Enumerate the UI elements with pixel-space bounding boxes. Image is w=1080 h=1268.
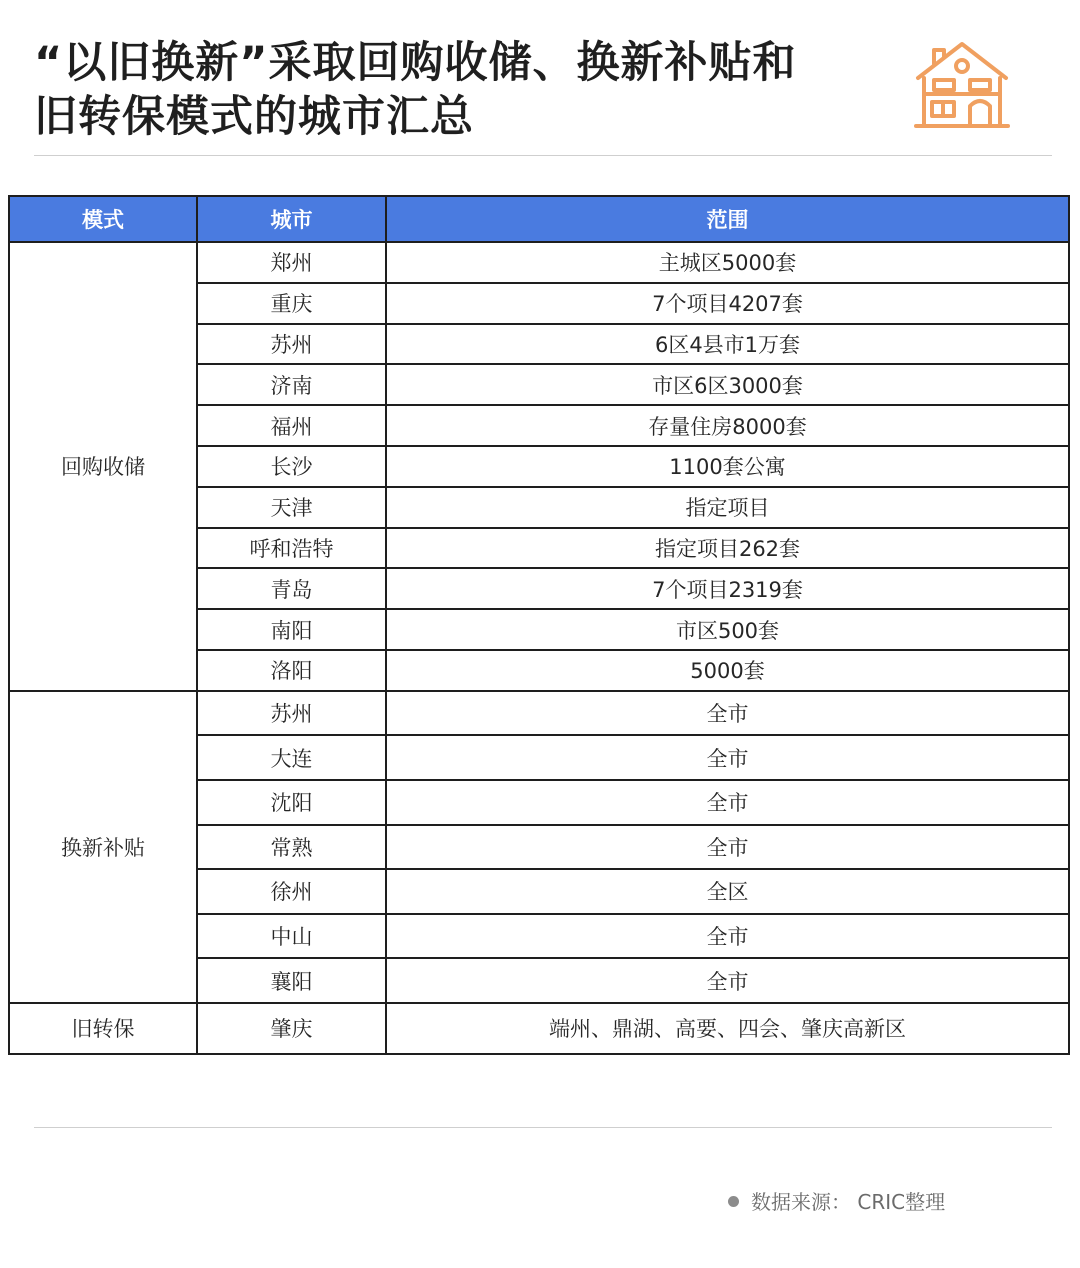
scope-cell: 全市 bbox=[386, 780, 1069, 825]
scope-cell: 6区4县市1万套 bbox=[386, 324, 1069, 365]
city-cell: 济南 bbox=[197, 364, 386, 405]
header-city: 城市 bbox=[197, 196, 386, 242]
city-cell: 南阳 bbox=[197, 609, 386, 650]
scope-cell: 全市 bbox=[386, 825, 1069, 870]
scope-cell: 7个项目4207套 bbox=[386, 283, 1069, 324]
city-cell: 中山 bbox=[197, 914, 386, 959]
scope-cell: 5000套 bbox=[386, 650, 1069, 691]
table-row bbox=[9, 1003, 1069, 1054]
city-cell: 苏州 bbox=[197, 324, 386, 365]
city-cell: 天津 bbox=[197, 487, 386, 528]
scope-cell: 端州、鼎湖、高要、四会、肇庆高新区 bbox=[386, 1003, 1069, 1054]
scope-cell: 市区6区3000套 bbox=[386, 364, 1069, 405]
table-row bbox=[9, 242, 1069, 283]
house-icon bbox=[912, 36, 1012, 132]
city-cell: 长沙 bbox=[197, 446, 386, 487]
city-cell: 青岛 bbox=[197, 568, 386, 609]
city-cell: 徐州 bbox=[197, 869, 386, 914]
scope-cell: 指定项目 bbox=[386, 487, 1069, 528]
header-scope: 范围 bbox=[386, 196, 1069, 242]
mode-cell: 旧转保 bbox=[9, 1003, 197, 1054]
title-line-1: “以旧换新”采取回购收储、换新补贴和 bbox=[34, 38, 797, 88]
scope-cell: 市区500套 bbox=[386, 609, 1069, 650]
title-line-2: 旧转保模式的城市汇总 bbox=[34, 92, 474, 142]
data-source-text: 数据来源： CRIC整理 bbox=[751, 1190, 946, 1214]
city-cell: 呼和浩特 bbox=[197, 528, 386, 569]
city-cell: 沈阳 bbox=[197, 780, 386, 825]
city-cell: 洛阳 bbox=[197, 650, 386, 691]
top-divider bbox=[34, 155, 1052, 156]
data-source-note bbox=[728, 1186, 945, 1215]
scope-cell: 1100套公寓 bbox=[386, 446, 1069, 487]
city-cell: 肇庆 bbox=[197, 1003, 386, 1054]
city-cell: 常熟 bbox=[197, 825, 386, 870]
city-cell: 福州 bbox=[197, 405, 386, 446]
city-summary-table bbox=[8, 195, 1070, 1055]
city-cell: 苏州 bbox=[197, 691, 386, 736]
table-row bbox=[9, 691, 1069, 736]
page-title bbox=[34, 36, 854, 144]
bottom-divider bbox=[34, 1127, 1052, 1128]
scope-cell: 全市 bbox=[386, 691, 1069, 736]
bullet-dot-icon bbox=[728, 1196, 739, 1207]
scope-cell: 全区 bbox=[386, 869, 1069, 914]
scope-cell: 全市 bbox=[386, 735, 1069, 780]
city-cell: 郑州 bbox=[197, 242, 386, 283]
scope-cell: 全市 bbox=[386, 914, 1069, 959]
city-cell: 襄阳 bbox=[197, 958, 386, 1003]
scope-cell: 主城区5000套 bbox=[386, 242, 1069, 283]
scope-cell: 存量住房8000套 bbox=[386, 405, 1069, 446]
city-cell: 大连 bbox=[197, 735, 386, 780]
mode-cell: 回购收储 bbox=[9, 242, 197, 691]
header-mode: 模式 bbox=[9, 196, 197, 242]
mode-cell: 换新补贴 bbox=[9, 691, 197, 1003]
table-header-row bbox=[9, 196, 1069, 242]
scope-cell: 全市 bbox=[386, 958, 1069, 1003]
city-cell: 重庆 bbox=[197, 283, 386, 324]
scope-cell: 7个项目2319套 bbox=[386, 568, 1069, 609]
scope-cell: 指定项目262套 bbox=[386, 528, 1069, 569]
